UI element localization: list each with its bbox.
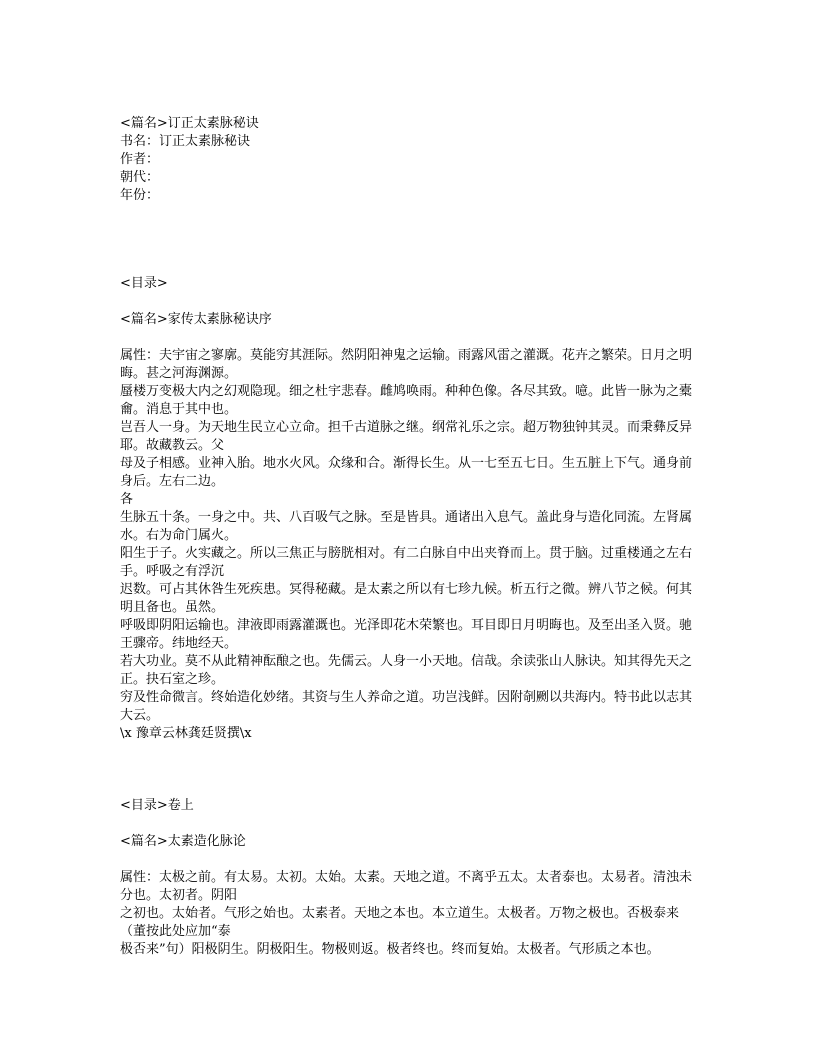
- preface-body: [120, 347, 700, 743]
- paragraph: 之初也。太始者。气形之始也。太素者。天地之本也。本立道生。太极者。万物之极也。否极泰来（董按此处应加“泰: [120, 906, 680, 939]
- section-heading: <篇名>家传太素脉秘诀序: [120, 312, 272, 327]
- paragraph: 若大功业。莫不从此精神酝酿之也。先儒云。人身一小天地。信哉。余读张山人脉诀。知其得先天之正。抉石室之珍。: [120, 654, 693, 687]
- paragraph: 穷及性命微言。终始造化妙绪。其资与生人养命之道。功岂浅鲜。因附剞劂以共海内。特书此以志其大云。: [120, 690, 693, 723]
- paragraph: 属性：夫宇宙之寥廓。莫能穷其涯际。然阴阳神鬼之运输。雨露风雷之灌溉。花卉之繁荣。日月之明晦。甚之河海渊源。: [120, 348, 693, 381]
- author-field: 作者：: [120, 152, 160, 167]
- book-name: 书名：订正太素脉秘诀: [120, 134, 251, 149]
- paragraph: 极否来”句）阳极阴生。阴极阳生。物极则返。极者终也。终而复始。太极者。气形质之本也。: [120, 942, 660, 957]
- paragraph: 蜃楼万变极大内之幻观隐现。细之杜宇悲春。雌鸠唤雨。种种色像。各尽其致。噫。此皆一脉为之橐龠。消息于其中也。: [120, 384, 693, 417]
- toc-marker: <目录>卷上: [120, 798, 194, 813]
- document-page: [120, 115, 700, 959]
- paragraph: 母及子相感。业神入胎。地水火风。众缘和合。渐得长生。从一七至五七日。生五脏上下气。通身前身后。左右二边。: [120, 456, 693, 489]
- section-heading: <篇名>太素造化脉论: [120, 834, 246, 849]
- essay-body: [120, 869, 700, 959]
- paragraph: 呼吸即阴阳运输也。津液即雨露灌溉也。光泽即花木荣繁也。耳目即日月明晦也。及至出圣入贤。驰王骤帝。纬地经天。: [120, 618, 693, 651]
- paragraph: 阳生于子。火实藏之。所以三焦正与膀胱相对。有二白脉自中出夹脊而上。贯于脑。过重楼通之左右手。呼吸之有浮沉: [120, 546, 693, 579]
- paragraph: 迟数。可占其休咎生死疾患。冥得秘藏。是太素之所以有七珍九候。析五行之微。辨八节之候。何其明且备也。虽然。: [120, 582, 693, 615]
- paragraph: 生脉五十条。一身之中。共、八百吸气之脉。至是皆具。通诸出入息气。盖此身与造化同流。左肾属水。右为命门属火。: [120, 510, 693, 543]
- paragraph: 岂吾人一身。为天地生民立心立命。担千古道脉之继。纲常礼乐之宗。超万物独钟其灵。而秉彝反异耶。故藏教云。父: [120, 420, 693, 453]
- year-field: 年份：: [120, 188, 160, 203]
- dynasty-field: 朝代：: [120, 170, 160, 185]
- paragraph: 各: [120, 492, 134, 507]
- paragraph: 属性：太极之前。有太易。太初。太始。太素。天地之道。不离乎五太。太者泰也。太易者。清浊未分也。太初者。阴阳: [120, 870, 693, 903]
- chapter-title: <篇名>订正太素脉秘诀: [120, 116, 259, 131]
- header-block: [120, 115, 700, 205]
- toc-marker: <目录>: [120, 276, 168, 291]
- author-signature: \x 豫章云林龚廷贤撰\x: [120, 726, 252, 741]
